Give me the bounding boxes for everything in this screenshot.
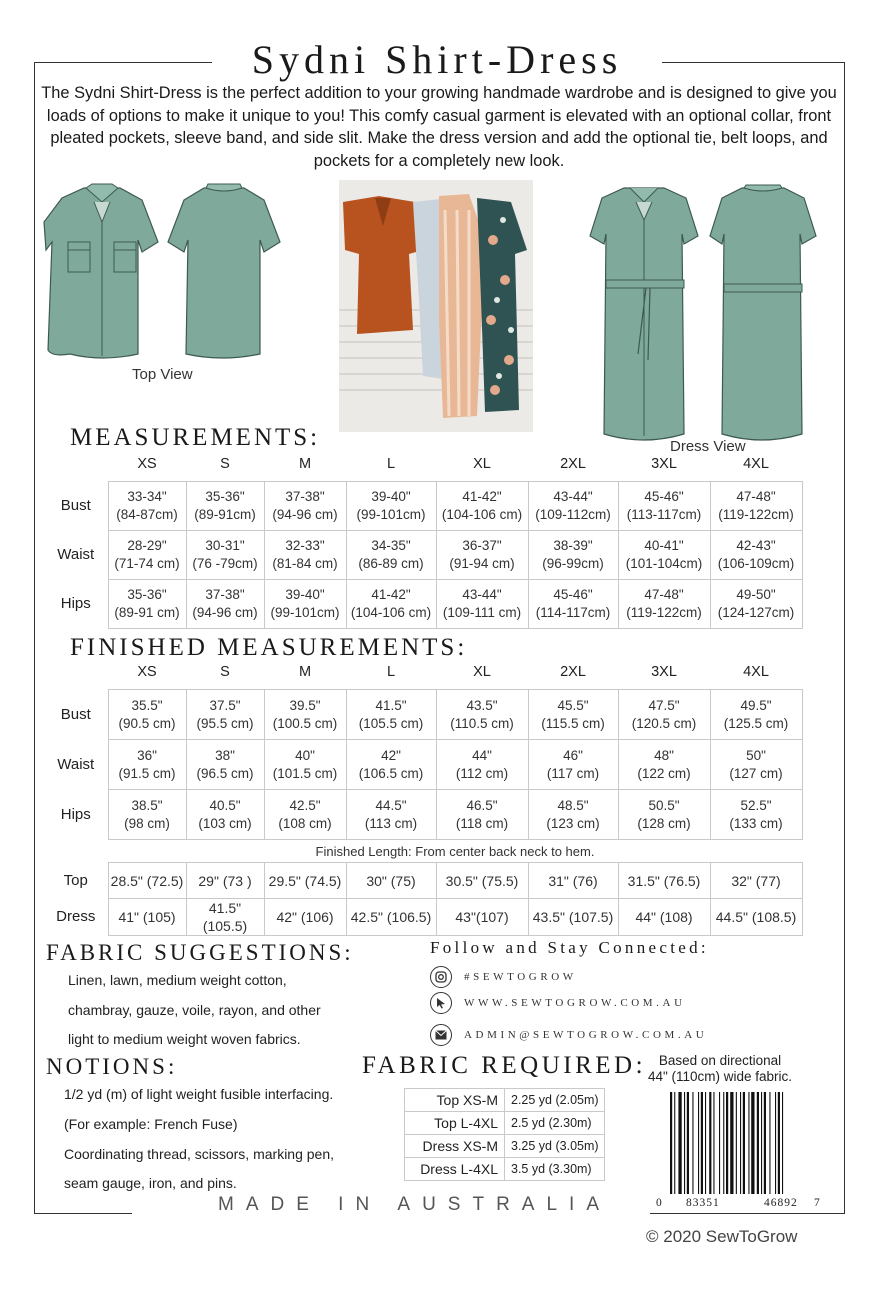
row-label: Hips [60,805,91,823]
size-header-cell: 2XL [560,456,586,472]
instagram-row[interactable] [430,966,577,988]
cell-value: 41.5" [375,697,407,713]
barcode-bar [726,1092,728,1194]
cell-value: (106-109cm) [717,556,795,571]
table-cell: 30.5" (75.5) [436,863,528,899]
table-cell [436,740,528,790]
fabric-row [405,1112,605,1135]
cell-value: (95.5 cm) [196,715,254,731]
table-cell [528,482,618,531]
table-cell: 29.5" (74.5) [264,863,346,899]
cell-value: 35-36" [205,489,245,504]
cell-value: 49-50" [736,587,776,602]
barcode-bar [684,1092,685,1194]
cell-value: 37.5" [209,697,241,713]
cell-value: 43.5" [466,697,498,713]
fabric-row-label: Dress L-4XL [405,1158,505,1181]
barcode [666,1092,826,1200]
row-label: Waist [57,755,95,773]
follow-heading: Follow and Stay Connected: [430,938,709,957]
barcode-digit: 83351 [686,1197,720,1209]
table-cell [710,531,802,580]
table-cell: 29" (73 ) [186,863,264,899]
size-header-cell: M [298,664,312,680]
table-cell [108,740,186,790]
cell-value: (110.5 cm) [450,715,514,731]
cell-value: (89-91cm) [194,507,256,522]
table-cell [618,790,710,840]
table-cell [346,580,436,629]
cell-value: 42" [381,747,401,763]
table-cell [346,531,436,580]
dress-back-illustration [708,184,818,446]
garments-photo [339,180,533,432]
table-cell [528,580,618,629]
barcode-bar [719,1092,720,1194]
table-cell [346,690,436,740]
cell-value: (133 cm) [729,815,783,831]
fabric-suggestions-heading: FABRIC SUGGESTIONS: [46,940,354,965]
notions-line: Coordinating thread, scissors, marking pen, [64,1146,335,1162]
table-cell [618,740,710,790]
top-view-label: Top View [132,366,193,383]
cell-value: (105.5 cm) [358,715,424,731]
barcode-bar [778,1092,780,1194]
table-cell [710,482,802,531]
table-cell: 44" (108) [618,899,710,936]
dress-front-illustration [588,184,700,446]
cell-value: 38-39" [553,538,593,553]
cell-value: (91-94 cm) [449,556,515,571]
cell-value: (104-106 cm) [441,507,523,522]
frame-line [34,1213,132,1214]
size-header-cell: 3XL [651,664,677,680]
row-label: Bust [60,497,91,514]
cell-value: (100.5 cm) [272,715,338,731]
table-cell [618,580,710,629]
cell-value: 50.5" [648,797,680,813]
table-cell [186,690,264,740]
table-cell [710,790,802,840]
cell-value: 34-35" [371,538,411,553]
barcode-bar [769,1092,770,1194]
barcode-bar [670,1092,672,1194]
cell-value: (109-112cm) [535,507,611,522]
cell-value: (125.5 cm) [723,715,789,731]
table-cell [186,482,264,531]
finished-length-note: Finished Length: From center back neck to hem. [315,844,595,859]
cell-value: 39-40" [285,587,325,602]
cursor-icon [430,992,452,1014]
email-row[interactable] [430,1024,707,1046]
row-label: Waist [57,546,95,563]
cell-value: 52.5" [740,797,772,813]
cell-value: 40.5" [209,797,241,813]
table-cell [264,531,346,580]
table-cell: 30" (75) [346,863,436,899]
cell-value: (119-122cm) [718,507,794,522]
cell-value: (91.5 cm) [118,765,176,781]
frame-line [34,62,212,63]
cell-value: 46.5" [466,797,498,813]
frame-line [650,1213,845,1214]
table-row [44,690,802,740]
website-row[interactable] [430,992,686,1014]
table-cell [186,580,264,629]
table-cell [346,740,436,790]
email-icon [430,1024,452,1046]
barcode-bar [723,1092,724,1194]
table-cell [264,580,346,629]
cell-value: 35-36" [127,587,167,602]
cell-value: 37-38" [205,587,245,602]
cell-value: (113 cm) [364,815,418,831]
size-header-cell: XS [137,664,157,680]
cell-value: 36-37" [462,538,502,553]
cell-value: (104-106 cm) [350,605,432,620]
cell-value: 39.5" [289,697,321,713]
barcode-bar [764,1092,766,1194]
table-cell [346,482,436,531]
barcode-bar [698,1092,699,1194]
barcode-digit: 0 [656,1197,662,1209]
fabric-row [405,1135,605,1158]
barcode-bar [748,1092,749,1194]
cell-value: 46" [563,747,583,763]
barcode-bar [705,1092,706,1194]
table-cell [528,531,618,580]
size-header-cell: 4XL [743,664,769,680]
barcode-bar [713,1092,714,1194]
cell-value: 48.5" [557,797,589,813]
table-cell [618,482,710,531]
table-cell: 42.5" (106.5) [346,899,436,936]
row-label: Hips [60,595,91,612]
cell-value: 43-44" [553,489,593,504]
cell-value: 42.5" [289,797,321,813]
cell-value: (103 cm) [198,815,252,831]
cell-value: (99-101cm) [356,507,426,522]
cell-value: 47-48" [736,489,776,504]
table-row [44,580,802,629]
cell-value: 45.5" [557,697,589,713]
cell-value: 32-33" [285,538,325,553]
cell-value: 38" [215,747,235,763]
cell-value: (81-84 cm) [272,556,338,571]
cell-value: (76 -79cm) [192,556,258,571]
frame-line [34,62,35,1214]
frame-line [844,62,845,1214]
cell-value: (124-127cm) [717,605,795,620]
barcode-bar [743,1092,745,1194]
cell-value: 47.5" [648,697,680,713]
cell-value: (71-74 cm) [114,556,180,571]
table-cell [436,690,528,740]
table-cell [186,740,264,790]
size-header-cell: S [220,456,230,472]
size-header-cell: L [386,456,396,472]
table-cell [108,690,186,740]
table-cell: 43"(107) [436,899,528,936]
table-row [44,531,802,580]
cell-value: 47-48" [644,587,684,602]
size-header-cell: 2XL [560,664,586,680]
barcode-bar [701,1092,703,1194]
notions-line: (For example: French Fuse) [64,1116,238,1132]
table-cell: 44.5" (108.5) [710,899,802,936]
cell-value: 50" [746,747,766,763]
size-header-cell: XL [473,456,491,472]
table-cell [528,740,618,790]
table-cell: 31" (76) [528,863,618,899]
barcode-bar [709,1092,711,1194]
cell-value: (90.5 cm) [118,715,176,731]
table-cell [108,531,186,580]
cell-value: 36" [137,747,157,763]
cell-value: (115.5 cm) [541,715,605,731]
fabric-required-note-line: Based on directional [658,1053,782,1068]
fabric-row [405,1089,605,1112]
fabric-row-label: Top L-4XL [405,1112,505,1135]
cell-value: (109-111 cm) [442,605,522,620]
cell-value: 44.5" [375,797,407,813]
finished-measurements-heading: FINISHED MEASUREMENTS: [70,634,468,661]
cell-value: 41-42" [371,587,411,602]
barcode-bar [751,1092,754,1194]
cell-value: (89-91 cm) [114,605,180,620]
cell-value: (108 cm) [278,815,332,831]
cell-value: (118 cm) [455,815,509,831]
size-header-cell: S [220,664,230,680]
table-cell [710,690,802,740]
cell-value: (99-101cm) [270,605,340,620]
cell-value: 28-29" [127,538,167,553]
fabric-row [405,1158,605,1181]
table-cell [108,790,186,840]
table-cell [618,531,710,580]
measurements-heading: MEASUREMENTS: [70,424,321,451]
barcode-bar [687,1092,689,1194]
size-header-cell: XS [137,456,157,472]
fabric-required-heading: FABRIC REQUIRED: [362,1052,647,1079]
size-header-cell: XL [473,664,491,680]
intro-text: The Sydni Shirt-Dress is the perfect addition to your growing handmade wardrobe and is designed to give you loads of options to make it unique to you! This comfy casual garment is elevated with an optional collar, front pleated pockets, sleeve band, and side slit. Make the dress version and add the optional tie, belt loops, and pockets for a completely new look. [41,84,837,170]
cell-value: 49.5" [740,697,772,713]
table-row [44,863,802,899]
cell-value: (101-104cm) [625,556,703,571]
cell-value: (112 cm) [455,765,509,781]
barcode-bar [757,1092,759,1194]
table-cell: 41.5" (105.5) [186,899,264,936]
cell-value: (128 cm) [637,815,691,831]
finished-size-header [108,664,802,684]
table-cell [528,690,618,740]
cell-value: 45-46" [644,489,684,504]
fabric-row-value: 2.5 yd (2.30m) [505,1112,605,1135]
cell-value: (96-99cm) [542,556,604,571]
fabric-required-note-line: 44" (110cm) wide fabric. [647,1069,793,1084]
cell-value: (119-122cm) [626,605,702,620]
instagram-handle[interactable]: #SEWTOGROW [464,971,577,983]
table-cell [186,531,264,580]
fabric-suggestion-line: chambray, gauze, voile, rayon, and other [68,1002,321,1018]
finished-length-table [44,862,803,936]
table-cell [264,790,346,840]
table-cell: 31.5" (76.5) [618,863,710,899]
fabric-row-value: 2.25 yd (2.05m) [505,1089,605,1112]
table-cell: 32" (77) [710,863,802,899]
cell-value: (114-117cm) [535,605,611,620]
cell-value: 38.5" [131,797,163,813]
barcode-bar [740,1092,741,1194]
cell-value: 48" [654,747,674,763]
barcode-bar [736,1092,737,1194]
table-cell [436,580,528,629]
dress-view-label: Dress View [670,438,746,455]
cell-value: 42-43" [736,538,776,553]
cell-value: 43-44" [462,587,502,602]
cell-value: (86-89 cm) [358,556,424,571]
table-cell [108,580,186,629]
website-link[interactable]: WWW.SEWTOGROW.COM.AU [464,997,686,1009]
cell-value: (94-96 cm) [272,507,338,522]
cell-value: 39-40" [371,489,411,504]
barcode-bar [674,1092,675,1194]
table-cell: 41" (105) [108,899,186,936]
size-header-cell: 3XL [651,456,677,472]
barcode-bar [730,1092,733,1194]
barcode-bar [692,1092,693,1194]
notions-line: 1/2 yd (m) of light weight fusible interfacing. [64,1086,334,1102]
finished-measurements-table [44,689,803,840]
measurements-size-header [108,456,802,476]
cell-value: (98 cm) [124,815,170,831]
page-title: Sydni Shirt-Dress [251,37,623,82]
instagram-icon [430,966,452,988]
size-header-cell: 4XL [743,456,769,472]
fabric-required-table [404,1088,605,1181]
table-cell [186,790,264,840]
copyright: © 2020 SewToGrow [646,1227,798,1246]
cell-value: 37-38" [285,489,325,504]
measurements-table [44,481,803,629]
table-cell [346,790,436,840]
cell-value: (122 cm) [637,765,691,781]
notions-line: seam gauge, iron, and pins. [64,1175,237,1191]
table-cell [528,790,618,840]
cell-value: (101.5 cm) [272,765,338,781]
table-cell [710,580,802,629]
cell-value: (106.5 cm) [358,765,424,781]
table-row [44,740,802,790]
table-row [44,899,802,936]
row-label: Top [63,871,88,889]
fabric-row-label: Top XS-M [405,1089,505,1112]
fabric-row-label: Dress XS-M [405,1135,505,1158]
cell-value: (94-96 cm) [192,605,258,620]
table-cell [264,482,346,531]
notions-heading: NOTIONS: [46,1054,178,1079]
table-row [44,482,802,531]
size-header-cell: L [386,664,396,680]
cell-value: (123 cm) [546,815,600,831]
cell-value: (117 cm) [546,765,600,781]
cell-value: 40-41" [644,538,684,553]
cell-value: 35.5" [131,697,163,713]
cell-value: (96.5 cm) [196,765,254,781]
cell-value: (127 cm) [729,765,783,781]
fabric-required-note [640,1053,800,1085]
fabric-row-value: 3.5 yd (3.30m) [505,1158,605,1181]
table-cell [618,690,710,740]
cell-value: (84-87cm) [116,507,178,522]
row-label: Bust [60,705,91,723]
top-front-illustration [42,182,162,362]
table-cell [436,482,528,531]
table-cell [108,482,186,531]
cell-value: 30-31" [205,538,245,553]
barcode-digit: 46892 [764,1197,798,1209]
fabric-suggestion-line: light to medium weight woven fabrics. [68,1031,301,1047]
barcode-bar [775,1092,776,1194]
top-back-illustration [166,182,282,362]
frame-line [662,62,844,63]
table-row [44,790,802,840]
table-cell [436,790,528,840]
cell-value: 41-42" [462,489,502,504]
table-cell [710,740,802,790]
barcode-digit: 7 [814,1197,820,1209]
barcode-bar [678,1092,681,1194]
fabric-suggestion-line: Linen, lawn, medium weight cotton, [68,972,287,988]
table-cell: 42" (106) [264,899,346,936]
barcode-bar [782,1092,783,1194]
email-link[interactable]: ADMIN@SEWTOGROW.COM.AU [464,1029,708,1041]
cell-value: (113-117cm) [626,507,702,522]
cell-value: 40" [295,747,315,763]
made-in-label: MADE IN AUSTRALIA [218,1194,611,1215]
cell-value: (120.5 cm) [631,715,697,731]
cell-value: 33-34" [127,489,167,504]
barcode-bar [761,1092,762,1194]
table-cell [436,531,528,580]
table-cell [264,740,346,790]
cell-value: 44" [472,747,492,763]
row-label: Dress [56,908,96,925]
table-cell: 43.5" (107.5) [528,899,618,936]
table-cell [264,690,346,740]
size-header-cell: M [298,456,312,472]
fabric-row-value: 3.25 yd (3.05m) [505,1135,605,1158]
table-cell: 28.5" (72.5) [108,863,186,899]
cell-value: 45-46" [553,587,593,602]
